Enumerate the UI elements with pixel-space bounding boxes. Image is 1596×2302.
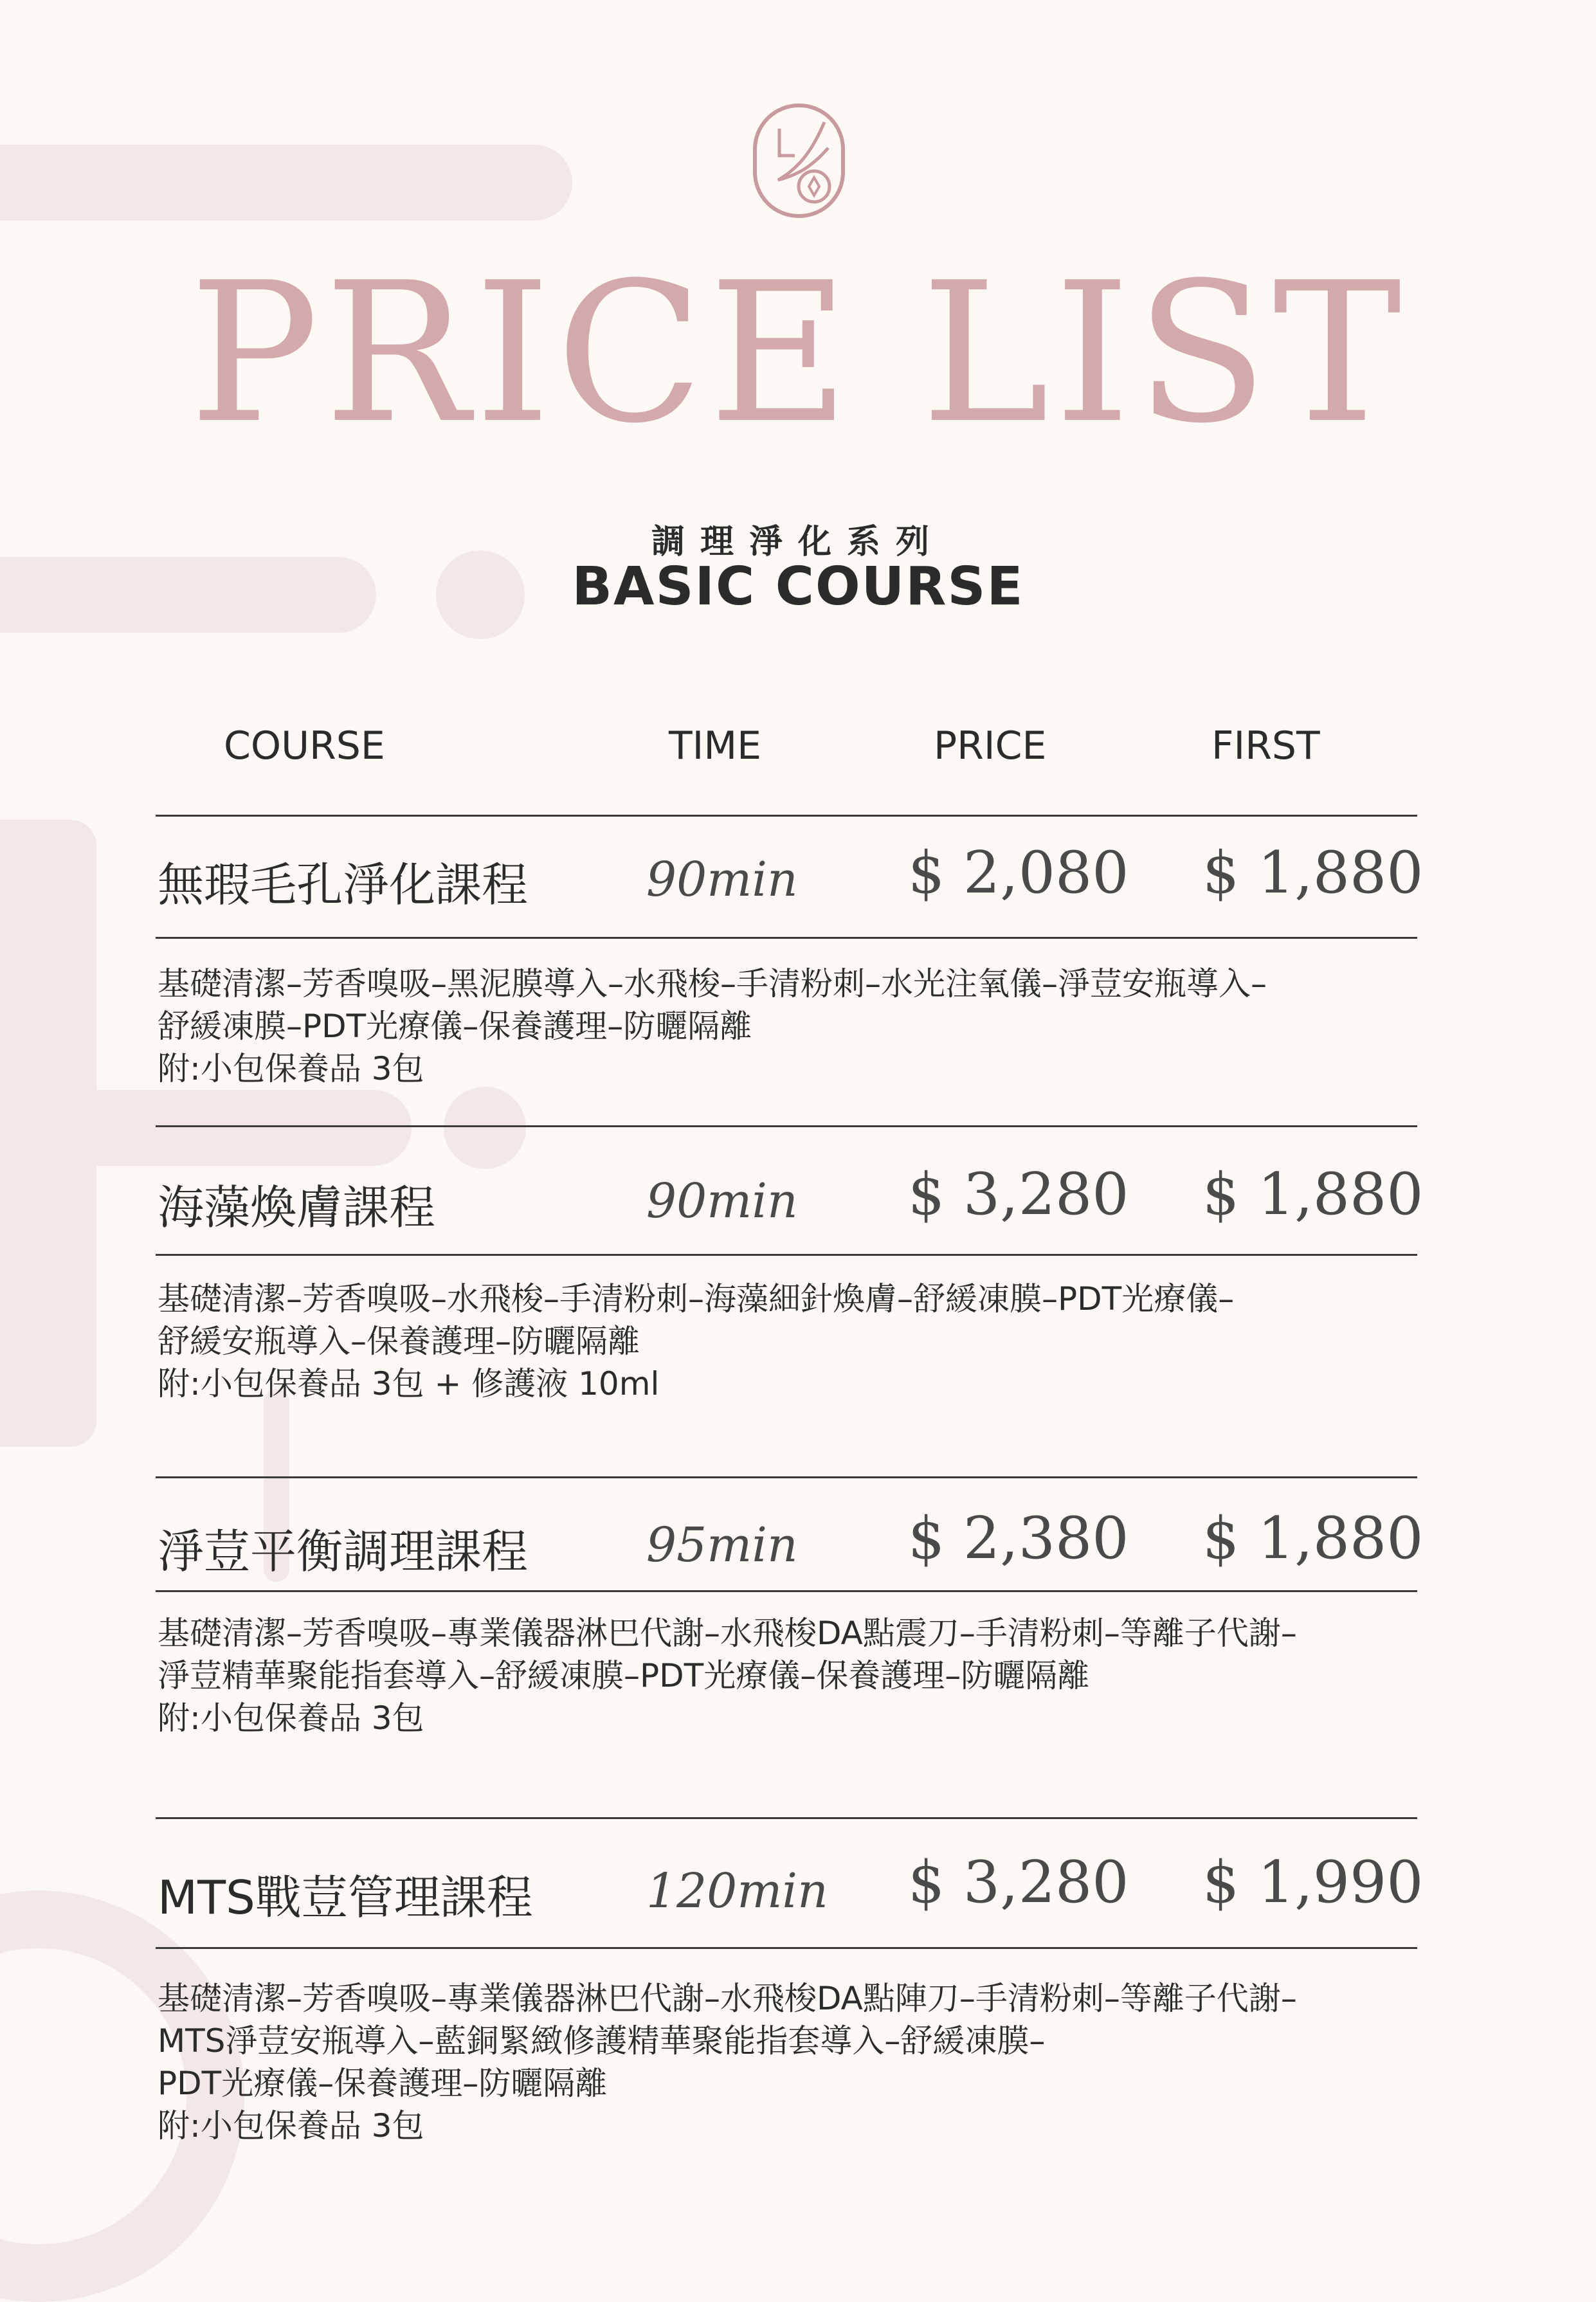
- course-price: $ 2,080: [908, 839, 1129, 907]
- description-line: 附:小包保養品 3包: [158, 1050, 424, 1087]
- column-header-price: PRICE: [934, 723, 1047, 768]
- page-title: PRICE LIST: [189, 241, 1407, 466]
- description-line: 基礎清潔–芳香嗅吸–專業儀器淋巴代謝–水飛梭DA點陣刀–手清粉刺–等離子代謝–: [158, 1980, 1297, 2017]
- column-header-time: TIME: [669, 723, 762, 768]
- divider: [156, 1254, 1417, 1256]
- divider: [156, 937, 1417, 939]
- course-first-price: $ 1,880: [1202, 1161, 1424, 1228]
- course-name: 海藻煥膚課程: [158, 1181, 436, 1235]
- course-first-price: $ 1,990: [1202, 1849, 1424, 1916]
- column-header-first: FIRST: [1211, 723, 1320, 768]
- divider: [156, 1947, 1417, 1949]
- course-time: 95min: [646, 1518, 798, 1573]
- course-description: [158, 1278, 1234, 1405]
- divider: [156, 1817, 1417, 1819]
- divider: [156, 1590, 1417, 1592]
- description-line: MTS淨荳安瓶導入–藍銅緊緻修護精華聚能指套導入–舒緩凍膜–: [158, 2022, 1046, 2060]
- course-price: $ 3,280: [908, 1849, 1129, 1916]
- course-description: [158, 963, 1267, 1090]
- divider: [156, 1125, 1417, 1127]
- column-header-course: COURSE: [224, 723, 385, 768]
- course-price: $ 2,380: [908, 1505, 1129, 1572]
- course-time: 120min: [646, 1863, 828, 1919]
- description-line: 基礎清潔–芳香嗅吸–黑泥膜導入–水飛梭–手清粉刺–水光注氧儀–淨荳安瓶導入–: [158, 965, 1267, 1002]
- decor-stripe-left: [0, 820, 96, 1447]
- brand-logo-icon: [752, 103, 846, 219]
- course-name: 無瑕毛孔淨化課程: [158, 858, 529, 912]
- description-line: 附:小包保養品 3包 + 修護液 10ml: [158, 1365, 660, 1402]
- divider: [156, 1476, 1417, 1478]
- series-title-en: BASIC COURSE: [572, 556, 1024, 617]
- decor-dot-lower: [444, 1087, 526, 1169]
- course-time: 90min: [646, 852, 798, 907]
- description-line: 淨荳精華聚能指套導入–舒緩凍膜–PDT光療儀–保養護理–防曬隔離: [158, 1657, 1090, 1694]
- description-line: 基礎清潔–芳香嗅吸–專業儀器淋巴代謝–水飛梭DA點震刀–手清粉刺–等離子代謝–: [158, 1615, 1297, 1652]
- description-line: 舒緩凍膜–PDT光療儀–保養護理–防曬隔離: [158, 1008, 752, 1045]
- course-description: [158, 1612, 1297, 1739]
- decor-bar-top: [0, 145, 572, 221]
- course-time: 90min: [646, 1174, 798, 1229]
- course-price: $ 3,280: [908, 1161, 1129, 1228]
- course-name: 淨荳平衡調理課程: [158, 1525, 529, 1579]
- description-line: 舒緩安瓶導入–保養護理–防曬隔離: [158, 1323, 640, 1360]
- course-name: MTS戰荳管理課程: [158, 1871, 533, 1925]
- description-line: PDT光療儀–保養護理–防曬隔離: [158, 2065, 608, 2102]
- description-line: 基礎清潔–芳香嗅吸–水飛梭–手清粉刺–海藻細針煥膚–舒緩凍膜–PDT光療儀–: [158, 1280, 1235, 1318]
- course-first-price: $ 1,880: [1202, 839, 1424, 907]
- series-title-zh: 調理淨化系列: [651, 523, 945, 561]
- course-description: [158, 1977, 1297, 2147]
- description-line: 附:小包保養品 3包: [158, 1699, 424, 1737]
- course-first-price: $ 1,880: [1202, 1505, 1424, 1572]
- description-line: 附:小包保養品 3包: [158, 2107, 424, 2144]
- divider: [156, 815, 1417, 817]
